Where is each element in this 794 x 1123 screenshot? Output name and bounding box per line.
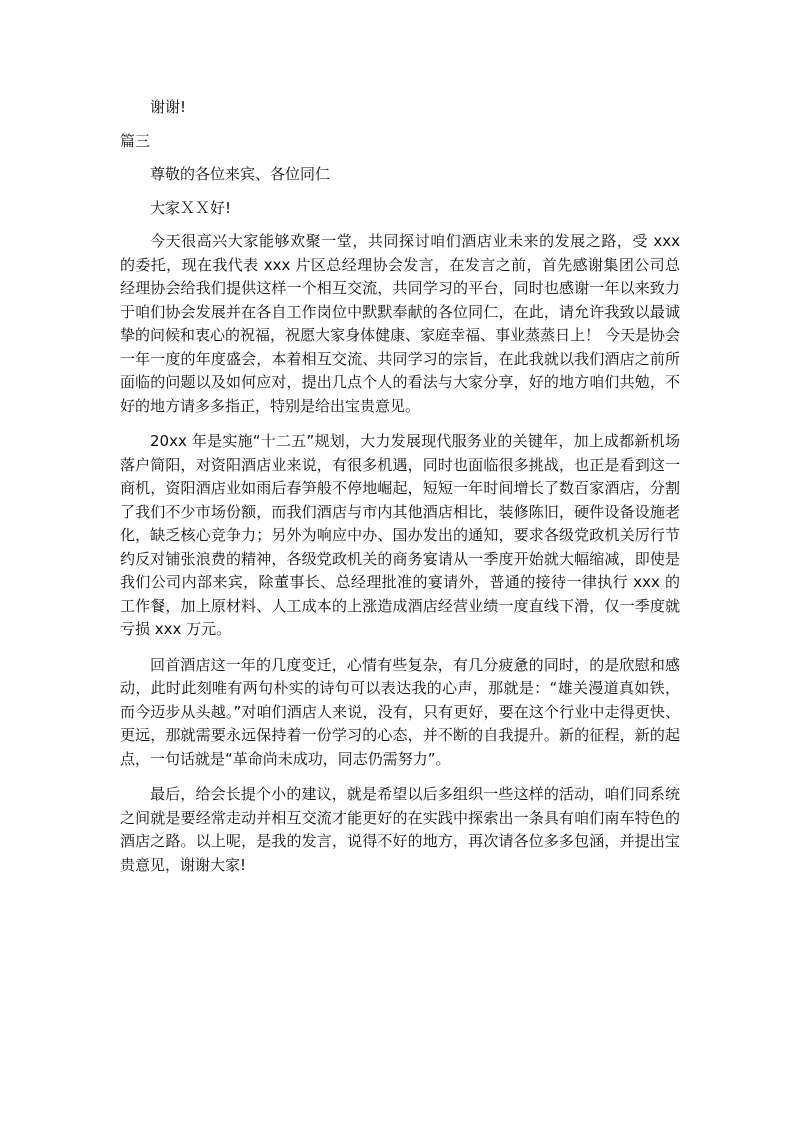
document-body (120, 96, 680, 877)
previous-closing: 谢谢! (150, 98, 187, 116)
paragraph-challenges: 20xx 年是实施“十二五”规划，大力发展现代服务业的关键年，加上成都新机场落户简阳，对资阳酒店业来说，有很多机遇，同时也面临很多挑战，也正是看到这一商机，资阳酒店业如雨后春笋般不停地崛起，短短一年时间增长了数百家酒店，分割了我们不少市场份额，而我们酒店与市内其他酒店相比，装修陈旧，硬件设备设施老化，缺乏核心竞争力；另外为响应中办、国办发出的通知，要求各级党政机关厉行节约反对铺张浪费的精神，各级党政机关的商务宴请从一季度开始就大幅缩减，即使是我们公司内部来宾，除董事长、总经理批准的宴请外，普通的接待一律执行 xxx 的工作餐，加上原材料、人工成本的上涨造成酒店经营业绩一度直线下滑，仅一季度就亏损 xxx 万元。 (120, 432, 680, 638)
greeting: 大家ＸＸ好! (150, 198, 232, 217)
salutation: 尊敬的各位来宾、各位同仁 (150, 165, 331, 183)
section-title: 篇三 (120, 131, 151, 150)
paragraph-closing: 最后，给会长提个小的建议，就是希望以后多组织一些这样的活动，咱们同系统之间就是要经常走动并相互交流才能更好的在实践中探索出一条具有咱们南车特色的酒店之路。以上呢，是我的发言，说得不好的地方，再次请各位多多包涵，并提出宝贵意见，谢谢大家! (120, 785, 680, 874)
paragraph-opening: 今天很高兴大家能够欢聚一堂，共同探讨咱们酒店业未来的发展之路，受 xxx 的委托，现在我代表 xxx 片区总经理协会发言，在发言之前，首先感谢集团公司总经理协会给我们提供这样一个相互交流，共同学习的平台，同时也感谢一年以来致力于咱们协会发展并在各自工作岗位中默默奉献的各位同仁，在此，请允许我致以最诚挚的问候和衷心的祝福，祝愿大家身体健康、家庭幸福、事业蒸蒸日上！ 今天是协会一年一度的年度盛会，本着相互交流、共同学习的宗旨，在此我就以我们酒店之前所面临的问题以及如何应对，提出几点个人的看法与大家分享，好的地方咱们共勉，不好的地方请多多指正，特别是给出宝贵意见。 (120, 232, 680, 415)
paragraph-reflection: 回首酒店这一年的几度变迁，心情有些复杂，有几分疲惫的同时，的是欣慰和感动，此时此刻唯有两句朴实的诗句可以表达我的心声，那就是：“雄关漫道真如铁，而今迈步从头越。”对咱们酒店人来说，没有，只有更好，要在这个行业中走得更快、更远，那就需要永远保持着一份学习的心态，并不断的自我提升。新的征程，新的起点，一句话就是“革命尚未成功，同志仍需努力”。 (120, 655, 680, 768)
